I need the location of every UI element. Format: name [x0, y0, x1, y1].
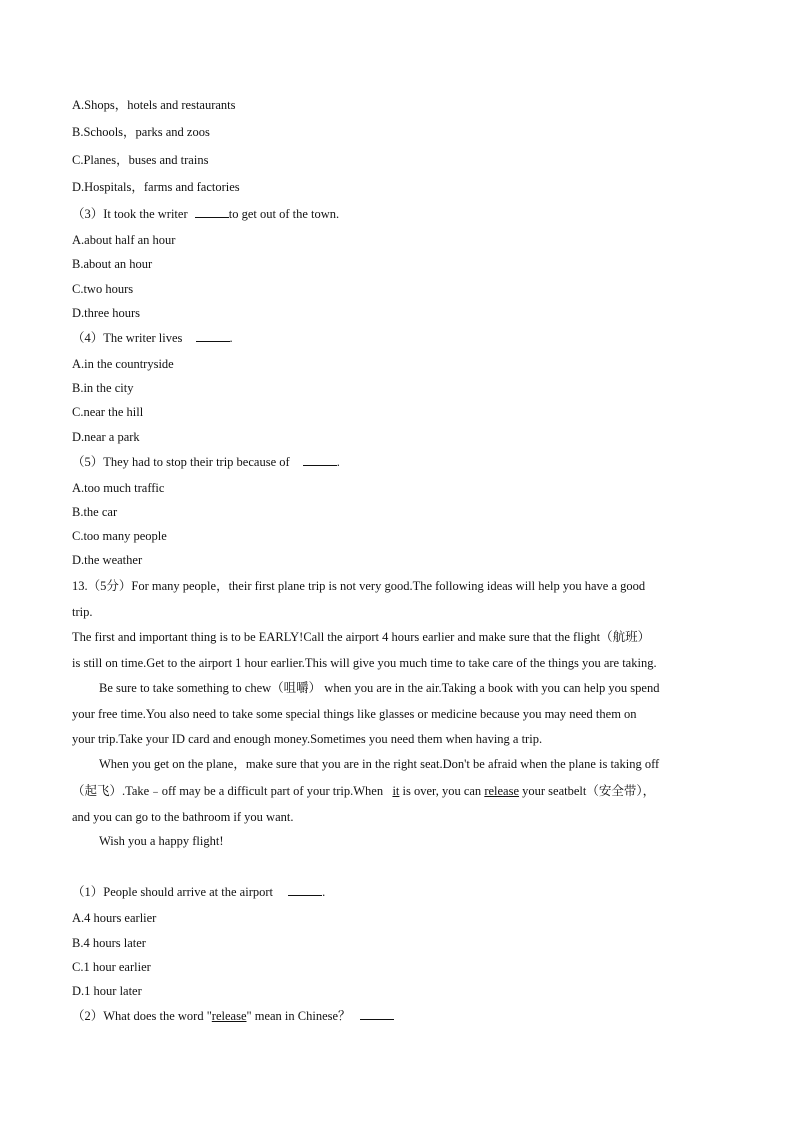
question-stem — [72, 1008, 394, 1024]
passage-line: your trip.Take your ID card and enough money.Sometimes you need them when having a trip. — [72, 732, 543, 746]
option-d: D.1 hour later — [72, 984, 142, 998]
passage-line: and you can go to the bathroom if you want. — [72, 810, 294, 824]
option-d: D.the weather — [72, 553, 143, 567]
option-b: B.4 hours later — [72, 936, 146, 950]
stem-text: （2）What does the word " — [72, 1009, 212, 1023]
question-stem — [72, 454, 340, 470]
underlined-word-release: release — [484, 784, 520, 798]
option-a: A.about half an hour — [72, 233, 176, 247]
stem-text: （1）People should arrive at the airport — [72, 885, 273, 899]
passage-line — [72, 783, 655, 799]
passage-line: trip. — [72, 605, 93, 619]
stem-text: . — [336, 455, 340, 469]
passage-text: your seatbelt（安全带）， — [522, 784, 656, 798]
option-a: A.Shops，hotels and restaurants — [72, 98, 236, 112]
option-d: D.three hours — [72, 306, 141, 320]
answer-blank — [360, 1008, 394, 1020]
passage-text: is over, you can — [402, 784, 482, 798]
option-a: A.in the countryside — [72, 357, 174, 371]
stem-text: （3）It took the writer — [72, 207, 188, 221]
stem-text: . — [229, 331, 233, 345]
answer-blank — [196, 330, 230, 342]
passage-line: your free time.You also need to take some special things like glasses or medicine because you may need them on — [72, 707, 637, 721]
option-d: D.near a park — [72, 430, 140, 444]
option-b: B.the car — [72, 505, 118, 519]
answer-blank — [288, 884, 322, 896]
option-d: D.Hospitals，farms and factories — [72, 180, 240, 194]
option-a: A.4 hours earlier — [72, 911, 157, 925]
underlined-word-it: it — [392, 784, 400, 798]
question-stem — [72, 330, 233, 346]
option-c: C.too many people — [72, 529, 167, 543]
option-c: C.two hours — [72, 282, 134, 296]
answer-blank — [195, 206, 229, 218]
question-13-intro: 13.（5分）For many people，their first plane trip is not very good.The following ideas will help you have a good — [72, 579, 646, 593]
passage-text: （起飞）.Take﹣off may be a difficult part of your trip.When — [72, 784, 384, 798]
underlined-word-release: release — [211, 1009, 247, 1023]
stem-text: . — [322, 885, 326, 899]
option-c: C.1 hour earlier — [72, 960, 151, 974]
option-b: B.in the city — [72, 381, 134, 395]
passage-line: When you get on the plane，make sure that you are in the right seat.Don't be afraid when the plane is taking off — [99, 757, 660, 771]
passage-line: The first and important thing is to be EARLY!Call the airport 4 hours earlier and make sure that the flight（航班） — [72, 630, 651, 644]
option-b: B.Schools，parks and zoos — [72, 125, 210, 139]
passage-line: Be sure to take something to chew（咀嚼） when you are in the air.Taking a book with you can help you spend — [99, 681, 660, 695]
option-a: A.too much traffic — [72, 481, 165, 495]
stem-text: （5）They had to stop their trip because of — [72, 455, 290, 469]
passage-line: Wish you a happy flight! — [99, 834, 224, 848]
stem-text: to get out of the town. — [228, 207, 340, 221]
stem-text: " mean in Chinese？ — [246, 1009, 351, 1023]
passage-line: is still on time.Get to the airport 1 hour earlier.This will give you much time to take care of the things you are taking. — [72, 656, 657, 670]
option-c: C.Planes，buses and trains — [72, 153, 209, 167]
stem-text: （4）The writer lives — [72, 331, 183, 345]
option-c: C.near the hill — [72, 405, 144, 419]
option-b: B.about an hour — [72, 257, 153, 271]
answer-blank — [303, 454, 337, 466]
question-stem — [72, 206, 339, 222]
question-stem — [72, 884, 325, 900]
